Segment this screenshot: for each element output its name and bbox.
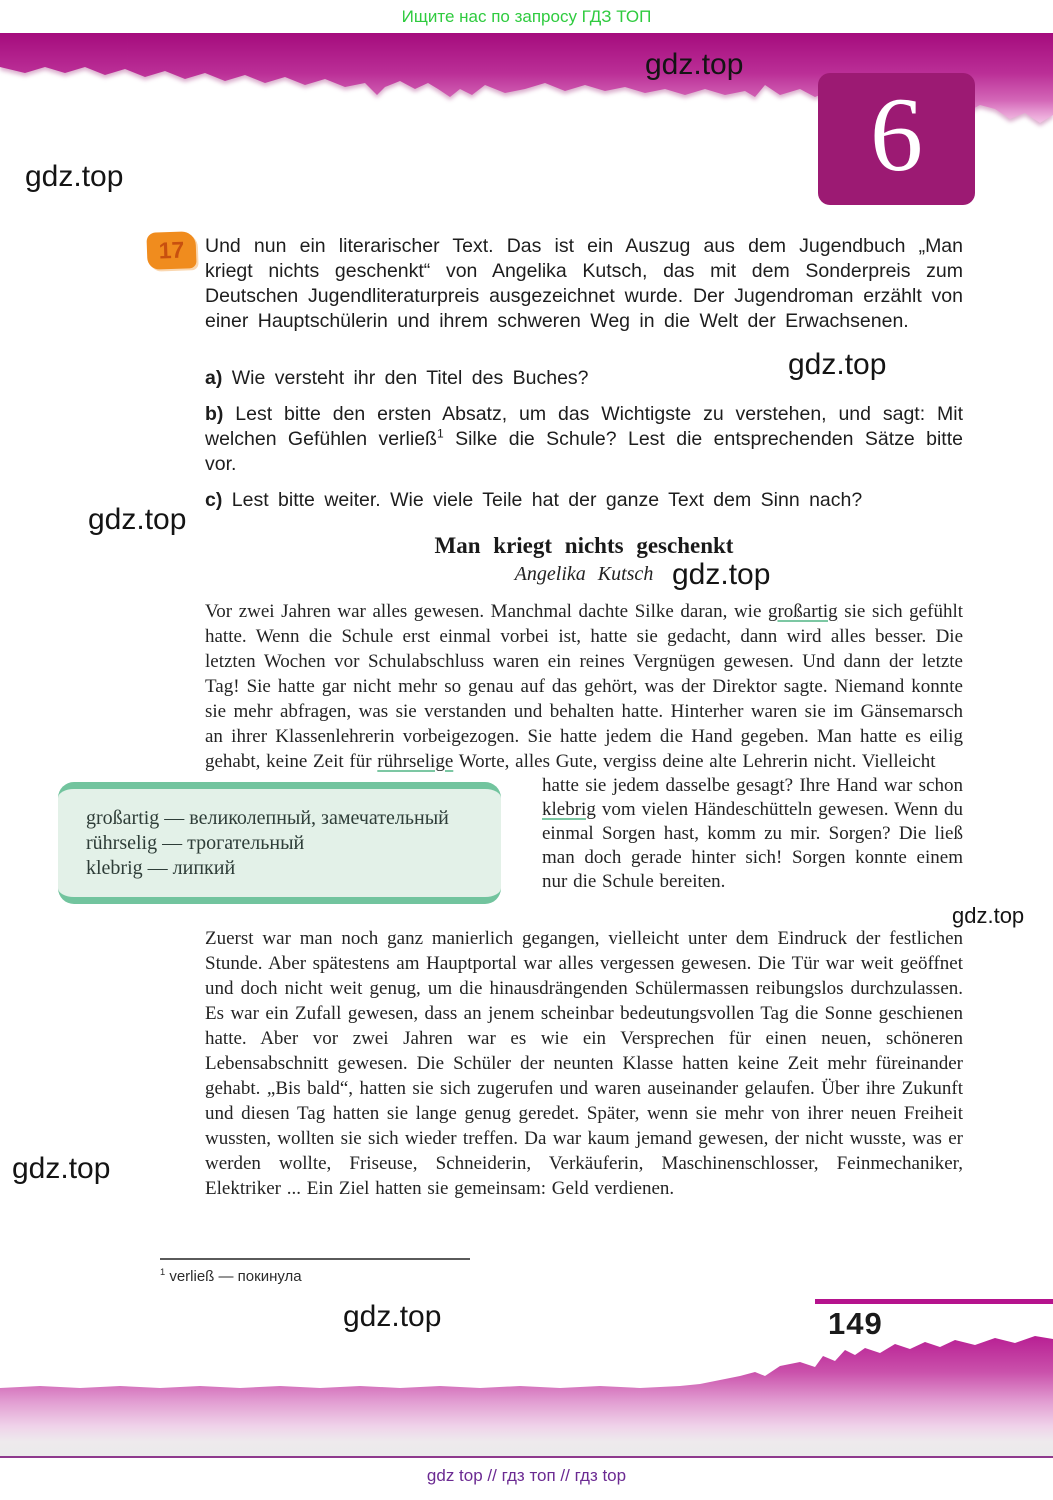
footer-links[interactable]: gdz top // гдз топ // гдз top	[426, 1466, 627, 1485]
paragraph-2: Zuerst war man noch ganz manierlich gegangen, vielleicht unter dem Eindruck der festlichen Stunde. Aber spätestens am Hauptportal war alles vergessen gewesen. Die Tür war weit geöffnet und doch nicht weit genug, um die hinausdrängenden Schülermassen reibungslos durchzulassen. Es war ein Zufall gewesen, dass an jenem scheinbar bedeutungsvollen Tag die Sonne geschienen hatte. Aber vor zwei Jahren war es wie ein Versprechen für einen neuen, schöneren Lebensabschnitt gewesen. Die Schüler der neunten Klasse hatten keine Zeit mehr füreinander gehabt. „Bis bald“, hatten sie sich zugerufen und waren auseinander gelaufen. Über ihre Zukunft und diesen Tag hatten sie lange genug geredet. Später, wenn sie mehr von ihrer neuen Freiheit wussten, wollten sie sich wieder treffen. Da war kaum jemand gewesen, der nicht wusste, was er werden wollte, Friseuse, Schneiderin, Verkäuferin, Maschinenschlosser, Feinmechaniker, Elektriker ... Ein Ziel hatten sie gemeinsam: Geld verdienen.	[205, 928, 963, 1199]
chapter-number: 6	[870, 76, 923, 193]
page-number: 149	[828, 1306, 883, 1341]
footnote: $^1$ verließ — покинула	[160, 1267, 302, 1285]
page-number-rule	[815, 1299, 1053, 1304]
paragraph-1: Vor zwei Jahren war alles gewesen. Manchmal dachte Silke daran, wie großartig sie sich gefühlt hatte. Wenn die Schule erst einmal vorbei ist, hatte sie gedacht, dann wird alles besser. Die letzten Wochen vor Schulabschluss waren ein reines Vergnügen gewesen. Und dann der letzte Tag! Sie hatte gar nicht mehr so genau auf das gehört, was der Direktor sagte. Niemand konnte sie mehr abfragen, was sie verstanden und behalten hatte. Hinterher waren sie im Gänsemarsch an ihrer Klassenlehrerin vorbeigezogen. Sie hatte jedem die Hand gegeben. Man hatte es eilig gehabt, keine Zeit für rührselige Worte, alles Gute, vergiss deine alte Lehrerin nicht. Vielleicht	[205, 601, 963, 772]
watermark: gdz.top	[343, 1300, 442, 1333]
footer-wave	[0, 1336, 1053, 1456]
watermark: gdz.top	[12, 1152, 111, 1185]
vocab-wrap-row	[86, 774, 963, 922]
watermark: gdz.top	[645, 48, 744, 81]
task-a-label: a)	[205, 367, 223, 389]
watermark: gdz.top	[88, 503, 187, 536]
task-c	[205, 488, 963, 513]
watermark: gdz.top	[788, 348, 887, 381]
watermark: gdz.top	[25, 160, 124, 193]
exercise-tasks	[205, 366, 963, 524]
vocabulary-box	[58, 782, 501, 904]
vocab-entry: großartig — великолепный, замечательный	[86, 806, 449, 829]
exercise-number: 17	[158, 236, 185, 264]
watermark: gdz.top	[672, 558, 771, 591]
task-c-text: Lest bitte weiter. Wie viele Teile hat der ganze Text dem Sinn nach?	[231, 489, 863, 511]
exercise-intro: Und nun ein literarischer Text. Das ist ein Auszug aus dem Jugendbuch „Man kriegt nichts geschenkt“ von Angelika Kutsch, das mit dem Sonderpreis zum Deutschen Jugendliteraturpreis ausgezeichnet wurde. Der Jugendroman erzählt von einer Hauptschülerin und ihrem schweren Weg in die Welt der Erwachsenen.	[205, 235, 963, 332]
footer-rule	[0, 1456, 1053, 1458]
task-a	[205, 366, 963, 391]
task-c-label: c)	[205, 489, 223, 511]
reading-title: Man kriegt nichts geschenkt	[434, 533, 734, 558]
paragraph-1-continued: hatte sie jedem dasselbe gesagt? Ihre Hand war schon klebrig vom vielen Händeschütteln gewesen. Wenn du einmal Sorgen hast, komm zu mir. Sorgen? Die ließ man doch gerade hinter sich! Sorgen konnte einem nur die Schule bereiten.	[542, 775, 963, 892]
reading-title-block	[205, 533, 963, 586]
footnote-divider	[160, 1258, 470, 1260]
vocab-entry: klebrig — липкий	[86, 856, 236, 879]
watermark: gdz.top	[952, 903, 1025, 928]
exercise-number-badge	[146, 231, 196, 270]
task-b-label: b)	[205, 403, 224, 425]
task-b-text: Lest bitte den ersten Absatz, um das Wichtigste zu verstehen, und sagt: Mit welchen Gefühlen verließ$^1$ Silke die Schule? Lest die entsprechenden Sätze bitte vor.	[205, 403, 963, 475]
task-a-text: Wie versteht ihr den Titel des Buches?	[231, 367, 589, 389]
task-b	[205, 402, 963, 477]
vocab-entry: rührselig — трогательный	[86, 831, 305, 854]
chapter-number-box	[818, 73, 975, 205]
reading-body	[86, 599, 963, 1201]
top-notice: Ищите нас по запросу ГДЗ ТОП	[401, 7, 652, 26]
reading-author: Angelika Kutsch	[514, 563, 654, 585]
